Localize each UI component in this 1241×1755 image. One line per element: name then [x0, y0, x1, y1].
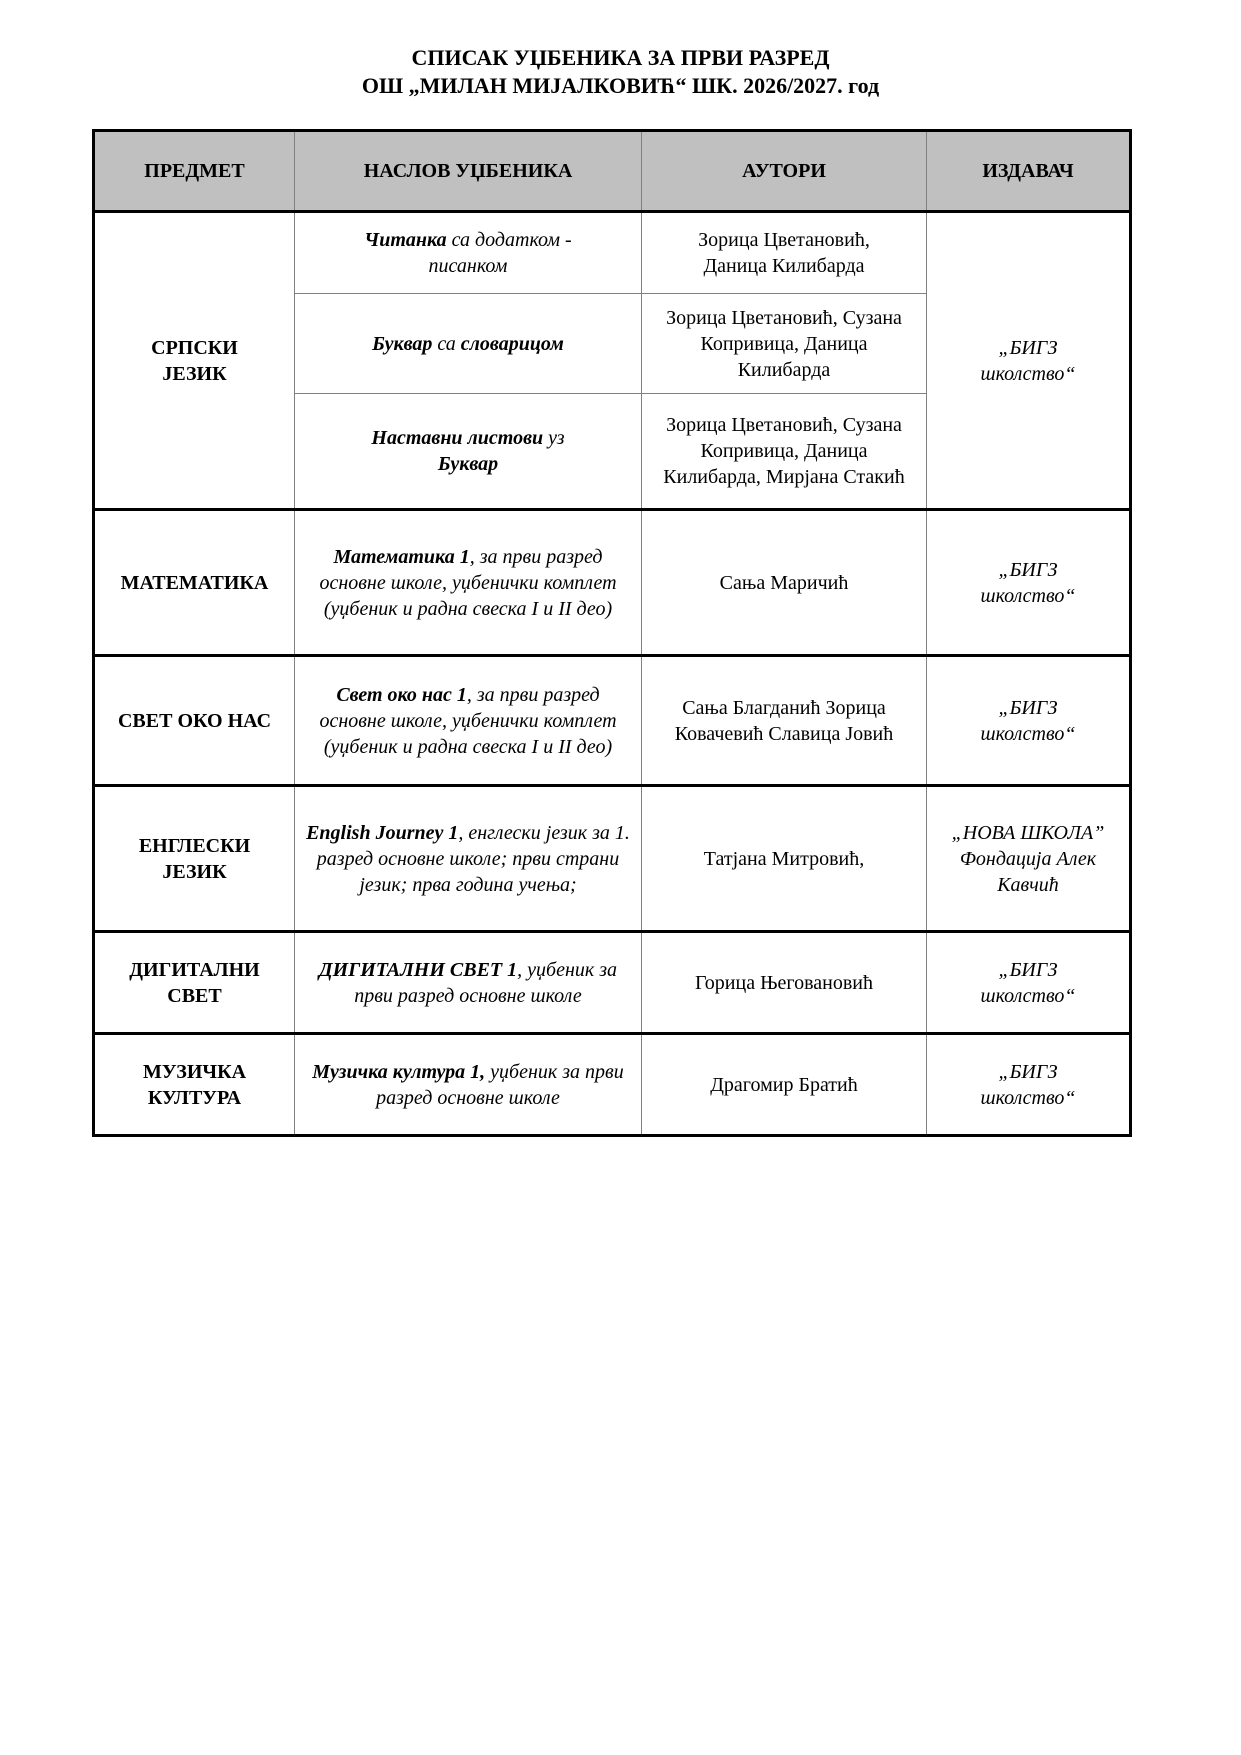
book-title-cell: Математика 1, за први разред основне школе, уџбенички комплет (уџбеник и радна свеска I и II део) — [295, 510, 642, 656]
row-group-digital-world — [94, 932, 1131, 1034]
book-title-cell: Наставни листови уз Буквар — [295, 394, 642, 510]
document-title-line-2: ОШ „МИЛАН МИЈАЛКОВИЋ“ ШК. 2026/2027. год — [361, 73, 880, 98]
authors-cell: Зорица Цветановић, Сузана Копривица, Даница Килибарда — [642, 294, 927, 394]
table-row — [94, 510, 1131, 656]
publisher-cell: „БИГЗ школство“ — [927, 1034, 1131, 1136]
subject-cell: МАТЕМАТИКА — [94, 510, 295, 656]
publisher-cell: „БИГЗ школство“ — [927, 656, 1131, 786]
subject-cell: ДИГИТАЛНИ СВЕТ — [94, 932, 295, 1034]
row-group-world-around-us — [94, 656, 1131, 786]
book-title-cell: Читанка са додатком - писанком — [295, 212, 642, 294]
subject-cell: МУЗИЧКА КУЛТУРА — [94, 1034, 295, 1136]
header-publisher: ИЗДАВАЧ — [927, 131, 1131, 212]
book-title-cell: English Journey 1, енглески језик за 1. разред основне школе; први страни језик; прва година учења; — [295, 786, 642, 932]
textbook-table — [92, 129, 1132, 1137]
subject-cell: СВЕТ ОКО НАС — [94, 656, 295, 786]
row-group-serbian — [94, 212, 1131, 510]
book-title-cell: Свет око нас 1, за први разред основне школе, уџбенички комплет (уџбеник и радна свеска I и II део) — [295, 656, 642, 786]
subject-cell: СРПСКИ ЈЕЗИК — [94, 212, 295, 510]
table-row — [94, 786, 1131, 932]
row-group-english — [94, 786, 1131, 932]
publisher-cell: „НОВА ШКОЛА” Фондација Алек Кавчић — [927, 786, 1131, 932]
book-title-cell: Буквар са словарицом — [295, 294, 642, 394]
table-row — [94, 656, 1131, 786]
book-title-cell: Музичка култура 1, уџбеник за први разред основне школе — [295, 1034, 642, 1136]
header-subject: ПРЕДМЕТ — [94, 131, 295, 212]
authors-cell: Зорица Цветановић, Сузана Копривица, Даница Килибарда, Мирјана Стакић — [642, 394, 927, 510]
authors-cell: Сања Благданић Зорица Ковачевић Славица Јовић — [642, 656, 927, 786]
document-title-line-1: СПИСАК УЏБЕНИКА ЗА ПРВИ РАЗРЕД — [411, 45, 830, 70]
table-row — [94, 212, 1131, 294]
row-group-music — [94, 1034, 1131, 1136]
book-title-cell: ДИГИТАЛНИ СВЕТ 1, уџбеник за први разред основне школе — [295, 932, 642, 1034]
subject-cell: ЕНГЛЕСКИ ЈЕЗИК — [94, 786, 295, 932]
publisher-cell: „БИГЗ школство“ — [927, 510, 1131, 656]
authors-cell: Горица Његовановић — [642, 932, 927, 1034]
table-row — [94, 932, 1131, 1034]
publisher-cell: „БИГЗ школство“ — [927, 212, 1131, 510]
publisher-cell: „БИГЗ школство“ — [927, 932, 1131, 1034]
authors-cell: Татјана Митровић, — [642, 786, 927, 932]
table-header-row — [94, 131, 1131, 212]
table-row — [94, 1034, 1131, 1136]
header-title: НАСЛОВ УЏБЕНИКА — [295, 131, 642, 212]
authors-cell: Сања Маричић — [642, 510, 927, 656]
authors-cell: Зорица Цветановић, Даница Килибарда — [642, 212, 927, 294]
header-authors: АУТОРИ — [642, 131, 927, 212]
row-group-math — [94, 510, 1131, 656]
authors-cell: Драгомир Братић — [642, 1034, 927, 1136]
